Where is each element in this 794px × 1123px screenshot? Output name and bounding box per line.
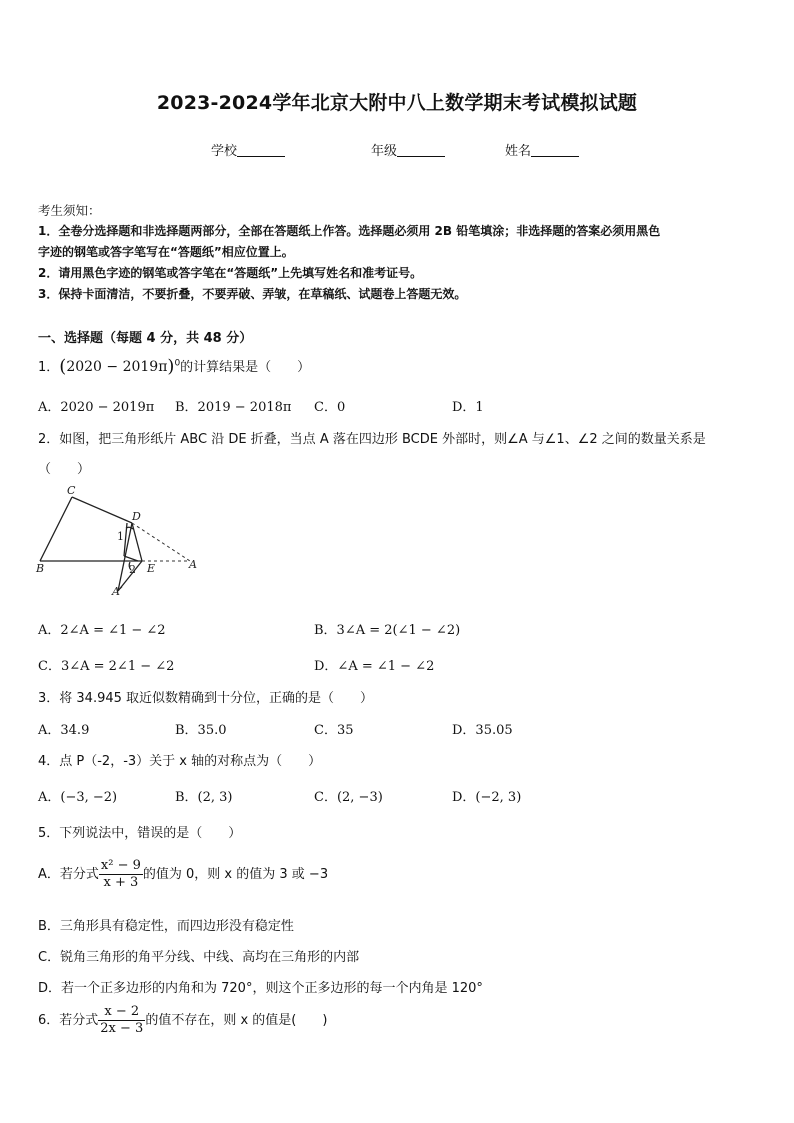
q5-option-b: B．三角形具有稳定性，而四边形没有稳定性 xyxy=(38,919,294,934)
q3-option-b: B．35.0 xyxy=(175,723,227,738)
notice-line-1a: 1．全卷分选择题和非选择题两部分，全部在答题纸上作答。选择题必须用 2B 铅笔填涂；非选择题的答案必须用黑色 xyxy=(38,224,661,238)
label-a: A xyxy=(189,558,197,571)
q3-option-c: C．35 xyxy=(314,723,354,738)
label-e: E xyxy=(147,562,156,575)
q5-fraction-numerator: x² − 9 xyxy=(100,858,141,873)
q5-stem: 5．下列说法中，错误的是（ ） xyxy=(38,826,242,841)
q1-number: 1． xyxy=(38,360,60,375)
q1-stem-tail: 的计算结果是（ ） xyxy=(180,360,311,375)
page-title: 2023-2024学年北京大附中八上数学期末考试模拟试题 xyxy=(156,92,638,114)
q1-option-d: D．1 xyxy=(452,400,484,415)
q1-exponent: 0 xyxy=(174,358,181,369)
q6-fraction xyxy=(98,1004,145,1037)
notice-line-2: 2．请用黑色字迹的钢笔或答字笔在“答题纸”上先填写姓名和准考证号。 xyxy=(38,266,423,280)
q2-option-d: D．∠A = ∠1 − ∠2 xyxy=(314,659,435,674)
grade-label: 年级 xyxy=(371,144,398,159)
notice-line-1b: 字迹的钢笔或答字笔写在“答题纸”相应位置上。 xyxy=(38,245,294,259)
name-field xyxy=(505,140,579,159)
label-c: C xyxy=(67,484,76,497)
q6-suffix: 的值不存在，则 x 的值是( ) xyxy=(145,1013,328,1028)
name-label: 姓名 xyxy=(505,144,532,159)
school-field xyxy=(211,140,285,159)
q4-option-a: A．(−3, −2) xyxy=(38,790,118,805)
school-label: 学校 xyxy=(211,144,238,159)
q6-fraction-numerator: x − 2 xyxy=(98,1004,145,1021)
q5-option-c: C．锐角三角形的角平分线、中线、高均在三角形的内部 xyxy=(38,950,360,965)
q5-option-a-prefix: A．若分式 xyxy=(38,867,99,882)
q2-option-b: B．3∠A = 2(∠1 − ∠2) xyxy=(314,623,461,638)
q1-expression: 2020 − 2019π xyxy=(66,359,168,375)
segment-cd xyxy=(72,497,132,523)
q1-option-a: A．2020 − 2019π xyxy=(38,400,155,415)
segment-de xyxy=(132,523,142,561)
q6-prefix: 6．若分式 xyxy=(38,1013,99,1028)
label-angle-1: 1 xyxy=(117,530,124,543)
q3-option-d: D．35.05 xyxy=(452,723,513,738)
inner-line-2 xyxy=(124,556,138,561)
q3-stem: 3．将 34.945 取近似数精确到十分位，正确的是（ ） xyxy=(38,691,374,706)
fold-triangle-figure xyxy=(30,482,210,602)
q2-stem-line-1: 2．如图，把三角形纸片 ABC 沿 DE 折叠，当点 A 落在四边形 BCDE 外部时，则∠A 与∠1、∠2 之间的数量关系是 xyxy=(38,432,706,447)
q4-option-c: C．(2, −3) xyxy=(314,790,383,805)
q5-option-a-suffix: 的值为 0，则 x 的值为 3 或 −3 xyxy=(142,867,329,882)
label-a-prime: A′ xyxy=(112,585,123,598)
label-d: D xyxy=(132,510,141,523)
q2-stem-line-2: （ ） xyxy=(38,462,91,477)
notice-line-3: 3．保持卡面清洁，不要折叠，不要弄破、弄皱，在草稿纸、试题卷上答题无效。 xyxy=(38,287,467,301)
q1-option-b: B．2019 − 2018π xyxy=(175,400,292,415)
q4-option-d: D．(−2, 3) xyxy=(452,790,522,805)
question-6 xyxy=(38,1004,327,1037)
q6-fraction-denominator: 2x − 3 xyxy=(100,1021,144,1036)
q5-fraction-denominator: x + 3 xyxy=(103,875,139,890)
q5-option-a xyxy=(38,858,328,891)
q1-option-c: C．0 xyxy=(314,400,346,415)
grade-blank xyxy=(397,143,445,157)
school-blank xyxy=(237,143,285,157)
q4-stem: 4．点 P（-2，-3）关于 x 轴的对称点为（ ） xyxy=(38,754,322,769)
q2-option-c: C．3∠A = 2∠1 − ∠2 xyxy=(38,659,175,674)
q4-option-b: B．(2, 3) xyxy=(175,790,233,805)
section-heading: 一、选择题（每题 4 分，共 48 分） xyxy=(38,331,253,346)
name-blank xyxy=(531,143,579,157)
question-1: 1．$(2020 - 2019\pi)^0$的计算结果是（ ） xyxy=(38,356,311,377)
q5-option-d: D．若一个正多边形的内角和为 720°，则这个正多边形的每一个内角是 120° xyxy=(38,981,483,996)
label-b: B xyxy=(36,562,45,575)
q5-fraction xyxy=(99,858,143,891)
grade-field xyxy=(371,140,445,159)
q2-option-a: A．2∠A = ∠1 − ∠2 xyxy=(38,623,166,638)
segment-cb xyxy=(40,497,72,561)
notice-heading: 考生须知： xyxy=(38,203,101,218)
label-angle-2: 2 xyxy=(129,563,136,576)
q3-option-a: A．34.9 xyxy=(38,723,90,738)
